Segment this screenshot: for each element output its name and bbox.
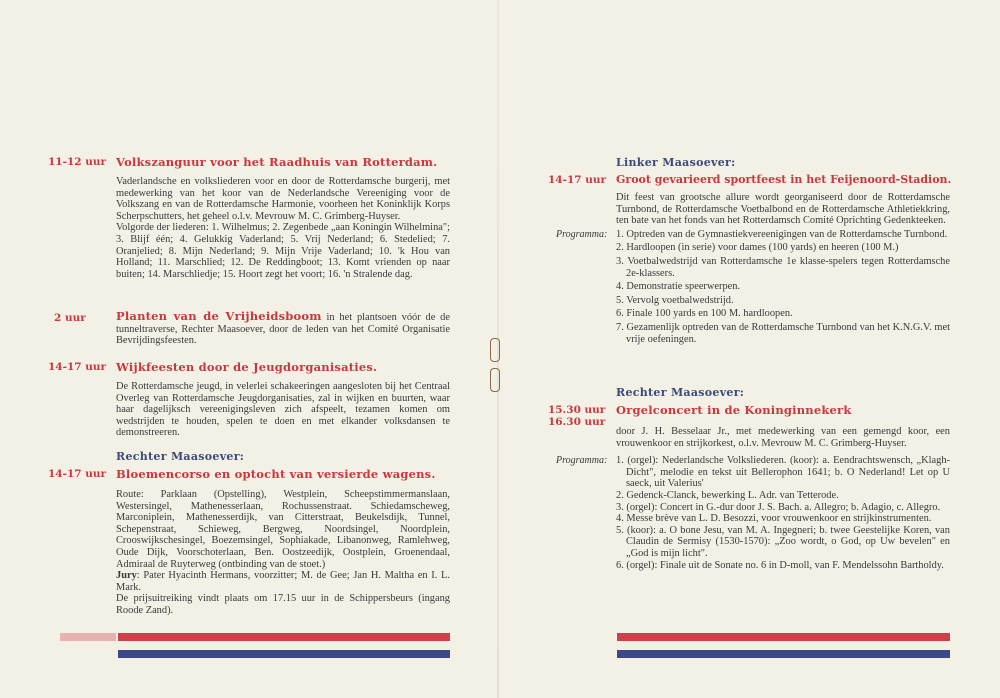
section-body [116,311,450,347]
time-label: 14-17 uur [48,468,107,480]
paragraph: Vaderlandsche en volksliederen voor en door de Rotterdamsche burgerij, met medewerking van het koor van de Nederlandsche Vereeniging voor de Volkszang en van de Rotterdamsche Harmonie, voorheen het Koninklijk Korps Scherpschutters, het geheel o.l.v. Mevrouw M. C. Grimberg-Huyser. [116,176,450,222]
staple-bottom [490,368,500,392]
program-label: Programma: [556,228,608,240]
time-label: 15.30 uur [548,404,606,416]
section-sportfeest [548,156,953,347]
program [548,455,953,571]
program-item: 3. Voetbalwedstrijd van Rotterdamsche 1e klasse-spelers tegen Rotterdamsche 2e-klassers. [616,255,950,279]
program [548,229,953,345]
section-body: Dit feest van grootsche allure wordt georganiseerd door de Rotterdamsche Turnbond, de Rotterdamsche Voetbalbond en de Rotterdamsche Athletiekkring, ten bate van het fonds van het Rotterdamsch Comité Oprichting Gedenkteeken. [616,192,950,227]
program-item: 6. (orgel): Finale uit de Sonate no. 6 in D-moll, van F. Mendelssohn Bartholdy. [616,559,944,571]
program-item: 3. (orgel): Concert in G.-dur door J. S. Bach. a. Allegro; b. Adagio, c. Allegro. [616,501,941,513]
program-item: 5. (koor): a. O bone Jesu, van M. A. Ingegneri; b. twee Geestelijke Koren, van Claudin de Sermisy (1530-1570): „Zoo wordt, o God, op Uw bevelen" en „God is mijn licht". [616,524,950,559]
program-item: 7. Gezamenlijk optreden van de Rotterdamsche Turnbond van het K.N.G.V. met vrije oefeningen. [616,321,950,345]
song-list: Volgorde der liederen: 1. Wilhelmus; 2. Zegenbede „aan Koningin Wilhelmina"; 3. Blijf één; 4. Gelukkig Vaderland; 5. Vrij Nederland; 6. Stedelied; 7. Oranjelied; 8. Mijn Nederland; 9. Mijn Vrije Vaderland; 10. 'k Hou van Holland; 11. Marschlied; 12. De Reddingboot; 13. Komt vrienden op naar buiten; 14. Marschliedje; 15. Hoort zegt het voort; 16. 'n Stralende dag. [116,222,450,280]
time-label: 11-12 uur [48,156,107,168]
time-label: 2 uur [54,312,86,324]
program-item: 1. Optreden van de Gymnastiekvereenigingen van de Rotterdamsche Turnbond. [616,228,948,240]
prize-note: De prijsuitreiking vindt plaats om 17.15 uur in de Schippersbeurs (ingang Roode Zand). [116,593,450,616]
route: Route: Parklaan (Opstelling), Westplein, Scheepstimmermanslaan, Westersingel, Mathenesserlaan, Rochussenstraat. Schiedamscheweg, Marconiplein, Mathenesserdijk, van Citterstraat, Beukelsdijk, Tunnel, Schepenstraat, Schieweg, Bergweg, Noordsingel, Noordplein, Crooswijkschesingel, Boezemsingel, Sophiakade, Libanonweg, Ramlehweg, Oude Dijk, Voorschoterlaan, Ben. Oostzeedijk, Oostplein, Groenendaal, Admiraal de Ruyterweg (ontbinding van de stoet.) [116,489,450,570]
subheading: Linker Maasoever: [616,156,736,169]
program-item: 6. Finale 100 yards en 100 M. hardloopen. [616,308,793,320]
program-item: 4. Demonstratie speerwerpen. [616,281,741,293]
time-label: 14-17 uur [548,174,607,186]
jury-label: Jury [116,570,137,582]
program-label: Programma: [556,455,608,467]
program-item: 2. Hardloopen (in serie) voor dames (100 yards) en heeren (100 M.) [616,242,899,254]
flag-stripe-left [118,633,450,658]
program-item: 4. Messe brève van L. D. Besozzi, voor vrouwenkoor en strijkinstrumenten. [616,513,932,525]
subheading: Rechter Maasoever: [616,386,745,399]
section-vrijheidsboom [48,311,453,347]
section-body [116,176,450,280]
staple-top [490,338,500,362]
section-title: Volkszanguur voor het Raadhuis van Rotterdam. [116,155,438,169]
section-body: door J. H. Besselaar Jr., met medewerking van een gemengd koor, een vrouwenkoor en strijkorkest, o.l.v. Mevrouw M. C. Grimberg-Huyser. [616,426,950,449]
program-item: 1. (orgel): Nederlandsche Volksliederen. (koor): a. Eendrachtswensch, „Klagh-Dicht", melodie en tekst uit Bellerophon 1641; b. O Nederland! Let op U saeck, uit Valerius' [616,455,950,490]
flag-stripe-right [617,633,950,658]
time-label: 14-17 uur [48,361,107,373]
section-orgelconcert [548,386,953,571]
section-body: De Rotterdamsche jeugd, in velerlei schakeeringen aangesloten bij het Centraal Overleg van Rotterdamsche Jeugdorganisaties, zal in wijken en buurten, waar haar dagelijksch vereenigingsleven zich afspeelt, tezamen komen om wedstrijden te houden, spelen te doen en met elkander volksdansen te demonstreeren. [116,381,450,439]
subheading: Rechter Maasoever: [116,450,245,463]
section-title: Wijkfeesten door de Jeugdorganisaties. [116,360,378,374]
section-title: Bloemencorso en optocht van versierde wagens. [116,467,436,481]
section-wijkfeesten [48,360,453,439]
program-item: 2. Gedenck-Clanck, bewerking L. Adr. van Tetterode. [616,489,839,501]
faded-flag-stripe [60,633,116,658]
paragraph: in het plantsoen vóór de de tunneltraverse, Rechter Maasoever, door de leden van het Comité Organisatie Bevrijdingsfeesten. [116,312,450,347]
program-list [616,229,950,345]
time-label-end: 16.30 uur [548,416,606,428]
jury: : Pater Hyacinth Hermans, voorzitter; M. de Gee; Jan H. Maltha en I. L. Mark. [116,570,450,593]
section-title: Orgelconcert in de Koninginnekerk [616,403,852,417]
program-item: 5. Vervolg voetbalwedstrijd. [616,294,734,306]
section-volkszanguur [48,155,453,280]
section-title: Groot gevarieerd sportfeest in het Feijenoord-Stadion. [616,173,952,186]
section-title: Planten van de Vrijheidsboom [116,309,322,323]
program-list [616,455,950,571]
section-body [116,489,450,617]
section-bloemencorso [48,450,453,617]
